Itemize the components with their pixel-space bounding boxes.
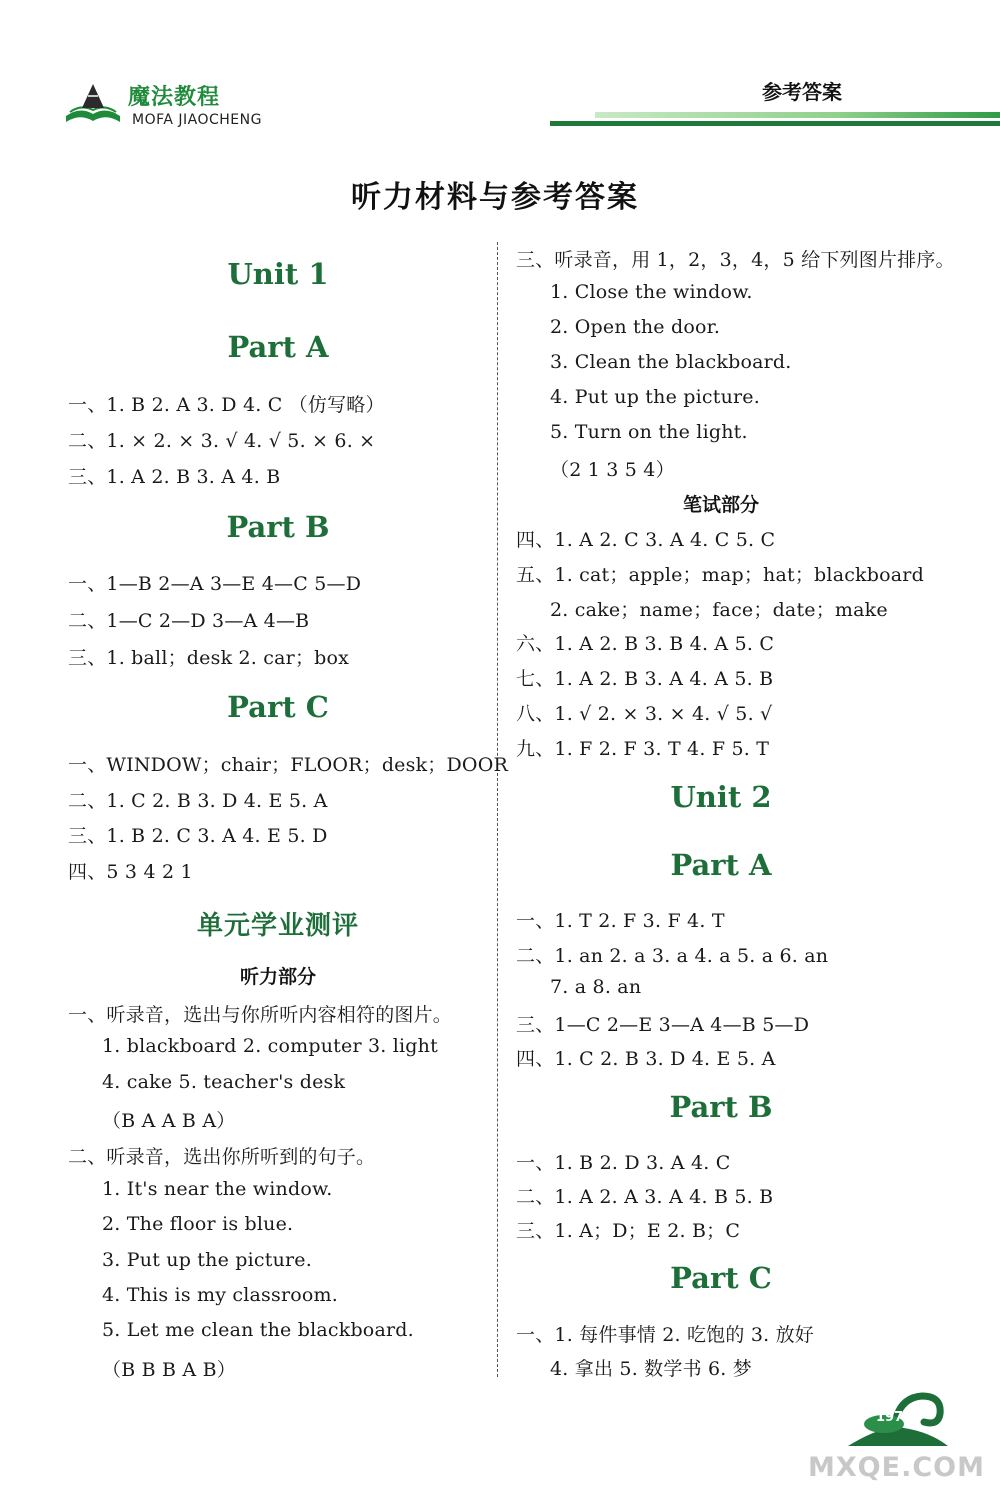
- answer-line: 2. Open the door.: [550, 316, 721, 338]
- unit2-part-a-heading: Part A: [670, 848, 772, 882]
- answer-line: 1. It's near the window.: [102, 1178, 333, 1200]
- answer-line: 三、1—C 2—E 3—A 4—B 5—D: [516, 1014, 810, 1036]
- unit2-part-c-heading: Part C: [670, 1261, 772, 1295]
- unit2-heading: Unit 2: [670, 780, 772, 814]
- header-rule-dark: [550, 121, 1000, 126]
- answer-line: 4. This is my classroom.: [102, 1284, 338, 1306]
- answer-line: （2 1 3 5 4）: [550, 459, 675, 481]
- book-logo-icon: [62, 82, 124, 128]
- answer-line: 一、1. B 2. D 3. A 4. C: [516, 1152, 731, 1174]
- answer-line: 1. Close the window.: [550, 281, 753, 303]
- question-line: 三、听录音，用 1，2，3，4，5 给下列图片排序。: [516, 249, 955, 271]
- brand-logo: [62, 72, 302, 132]
- answer-line: 4. cake 5. teacher's desk: [102, 1071, 346, 1093]
- answer-line: 七、1. A 2. B 3. A 4. A 5. B: [516, 668, 774, 690]
- answer-line: 2. cake；name；face；date；make: [550, 599, 888, 621]
- answer-line: 六、1. A 2. B 3. B 4. A 5. C: [516, 633, 775, 655]
- unit2-part-b-heading: Part B: [669, 1090, 773, 1124]
- answer-line: 三、1. ball；desk 2. car；box: [68, 647, 350, 669]
- answer-line: 一、1. T 2. F 3. F 4. T: [516, 910, 725, 932]
- question-line: 二、听录音，选出你所听到的句子。: [68, 1146, 376, 1168]
- answer-line: 一、WINDOW；chair；FLOOR；desk；DOOR: [68, 754, 508, 776]
- answer-line: 二、1. A 2. A 3. A 4. B 5. B: [516, 1186, 774, 1208]
- column-divider: [497, 242, 498, 1377]
- answer-line: 三、1. A 2. B 3. A 4. B: [68, 466, 281, 488]
- page-header: [0, 0, 1000, 140]
- answer-line: 四、1. A 2. C 3. A 4. C 5. C: [516, 529, 776, 551]
- answer-line: 一、1—B 2—A 3—E 4—C 5—D: [68, 573, 362, 595]
- answer-line: 三、1. A；D；E 2. B；C: [516, 1220, 741, 1242]
- answer-line: 八、1. √ 2. × 3. × 4. √ 5. √: [516, 703, 773, 725]
- answer-line: 5. Let me clean the blackboard.: [102, 1319, 414, 1341]
- header-rule-light: [595, 112, 1000, 118]
- answer-line: 四、1. C 2. B 3. D 4. E 5. A: [516, 1048, 776, 1070]
- listening-section-heading: 听力部分: [239, 966, 316, 988]
- logo-english-text: MOFA JIAOCHENG: [132, 112, 262, 128]
- answer-line: 1. blackboard 2. computer 3. light: [102, 1035, 438, 1057]
- answer-line: 二、1—C 2—D 3—A 4—B: [68, 610, 310, 632]
- section-title: 参考答案: [762, 80, 842, 104]
- watermark-text: MXQE.COM: [808, 1452, 985, 1483]
- answer-line: 5. Turn on the light.: [550, 421, 748, 443]
- unit-assessment-heading: 单元学业测评: [196, 911, 359, 941]
- answer-line: 二、1. C 2. B 3. D 4. E 5. A: [68, 790, 328, 812]
- answer-line: 一、1. 每件事情 2. 吃饱的 3. 放好: [516, 1324, 814, 1346]
- answer-line: 一、1. B 2. A 3. D 4. C （仿写略）: [68, 394, 385, 416]
- answer-line: 九、1. F 2. F 3. T 4. F 5. T: [516, 738, 770, 760]
- unit1-part-b-heading: Part B: [226, 510, 330, 544]
- unit1-part-a-heading: Part A: [227, 330, 329, 364]
- page-number: 197: [876, 1410, 904, 1425]
- answer-line: 三、1. B 2. C 3. A 4. E 5. D: [68, 825, 328, 847]
- answer-line: 二、1. × 2. × 3. √ 4. √ 5. × 6. ×: [68, 430, 376, 452]
- answer-line: 7. a 8. an: [550, 976, 642, 998]
- answer-line: 3. Clean the blackboard.: [550, 351, 792, 373]
- question-line: 一、听录音，选出与你所听内容相符的图片。: [68, 1004, 453, 1026]
- page-title: 听力材料与参考答案: [351, 180, 639, 215]
- answer-line: 2. The floor is blue.: [102, 1213, 294, 1235]
- answer-line: （B B B A B）: [102, 1359, 236, 1381]
- logo-chinese-text: 魔法教程: [128, 85, 221, 110]
- answer-line: 4. Put up the picture.: [550, 386, 760, 408]
- unit1-heading: Unit 1: [227, 257, 329, 291]
- answer-line: 4. 拿出 5. 数学书 6. 梦: [550, 1358, 752, 1380]
- answer-line: 四、5 3 4 2 1: [68, 861, 193, 883]
- answer-line: 3. Put up the picture.: [102, 1249, 312, 1271]
- answer-line: 二、1. an 2. a 3. a 4. a 5. a 6. an: [516, 945, 829, 967]
- answer-line: 五、1. cat；apple；map；hat；blackboard: [516, 564, 924, 586]
- unit1-part-c-heading: Part C: [227, 690, 329, 724]
- written-section-heading: 笔试部分: [682, 494, 759, 516]
- answer-line: （B A A B A）: [102, 1110, 236, 1132]
